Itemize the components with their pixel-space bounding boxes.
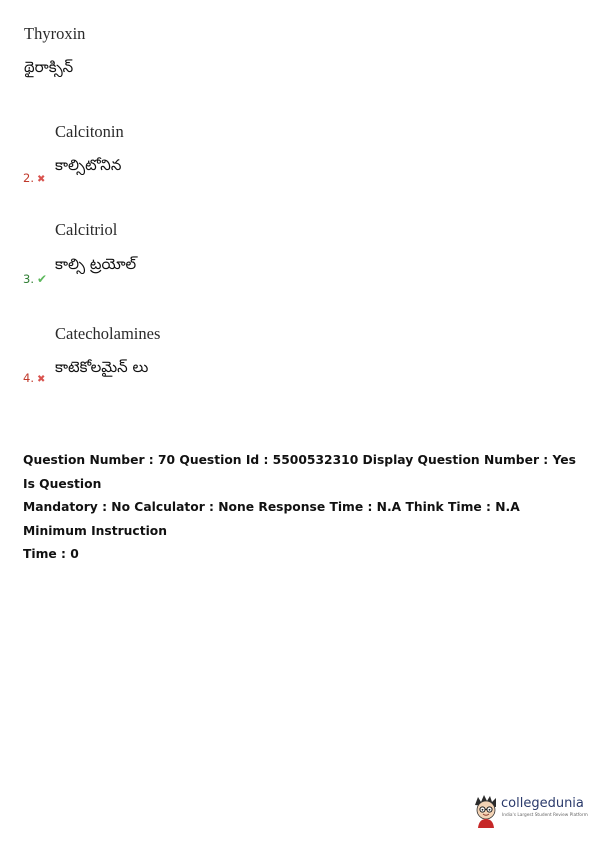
wrong-mark-icon: ✖ — [36, 174, 46, 185]
option-2-english: Calcitonin — [55, 122, 124, 141]
option-3-english: Calcitriol — [55, 220, 118, 239]
question-meta — [23, 449, 583, 567]
option-1-english: Thyroxin — [24, 24, 86, 43]
option-4-telugu: కాటెకోలమైన్ లు — [55, 358, 149, 376]
option-4-english: Catecholamines — [55, 324, 161, 343]
option-3-number-label: 3. — [23, 272, 34, 286]
option-3-telugu: కాల్సి ట్రయోల్ — [55, 255, 137, 273]
mascot-icon — [471, 793, 501, 829]
logo-tagline: India's Largest Student Review Platform — [502, 813, 588, 818]
logo-name: collegedunia — [501, 796, 584, 811]
option-4-number-label: 4. — [23, 371, 34, 385]
option-2-number-label: 2. — [23, 171, 34, 185]
wrong-mark-icon: ✖ — [36, 374, 46, 385]
option-2-telugu: కాల్సిటోనిన — [55, 156, 122, 174]
check-mark-icon: ✔ — [36, 272, 48, 286]
option-4-number — [23, 371, 45, 385]
option-2-number — [23, 171, 45, 185]
collegedunia-logo — [471, 793, 591, 829]
option-3-number — [23, 272, 47, 286]
question-meta-line-2: Mandatory : No Calculator : None Response Time : N.A Think Time : N.A Minimum Instruction — [23, 500, 520, 538]
option-1-telugu: థైరాక్సిన్ — [24, 58, 74, 76]
question-meta-line-1: Question Number : 70 Question Id : 5500532310 Display Question Number : Yes Is Question — [23, 453, 576, 491]
question-meta-line-3: Time : 0 — [23, 547, 79, 561]
